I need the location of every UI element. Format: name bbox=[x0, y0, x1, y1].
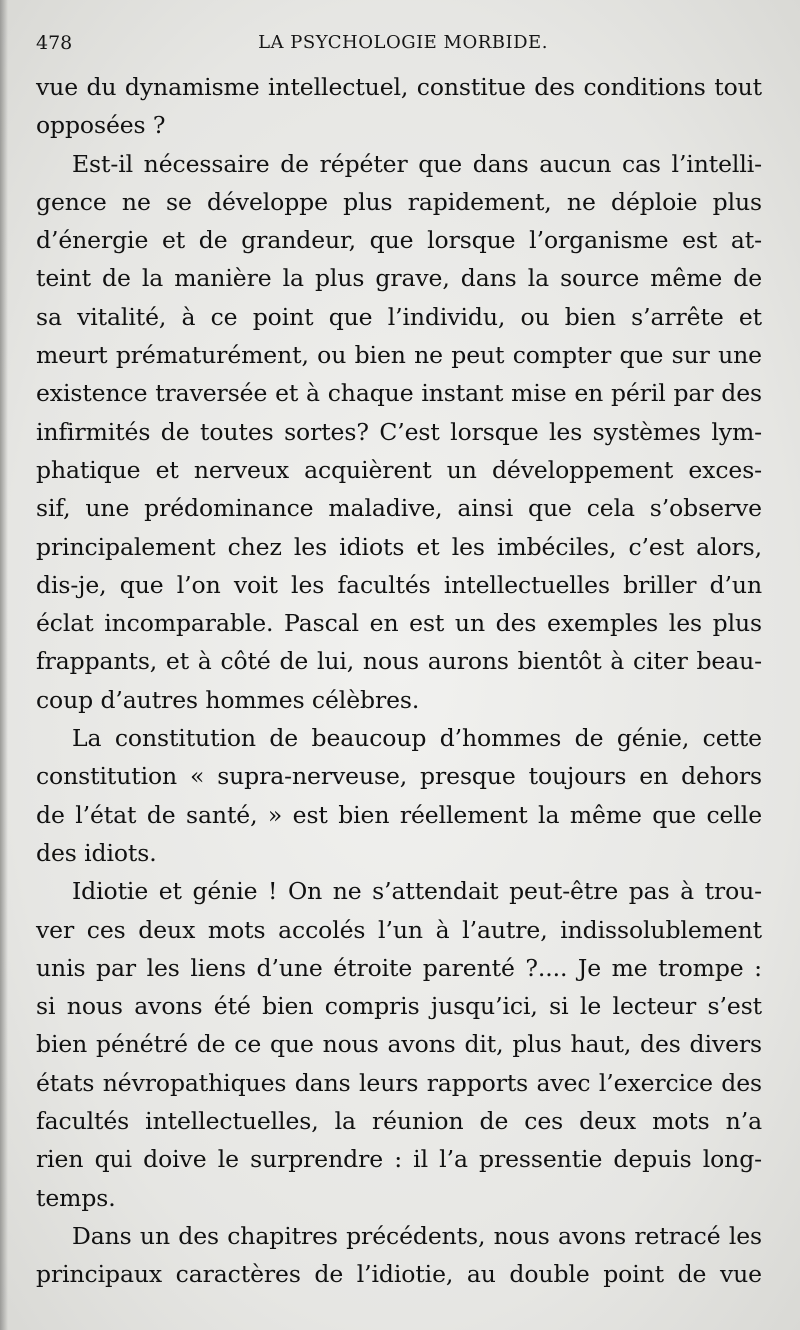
running-head: LA PSYCHOLOGIE MORBIDE. bbox=[258, 32, 548, 53]
text-line: principalement chez les idiots et les imbéciles, c’est alors, bbox=[36, 532, 762, 561]
text-line: principaux caractères de l’idiotie, au double point de vue bbox=[36, 1260, 762, 1289]
text-line: dis-je, que l’on voit les facultés intellectuelles briller d’un bbox=[36, 570, 762, 599]
text-line: temps. bbox=[36, 1183, 116, 1212]
text-line: de l’état de santé, » est bien réellement la même que celle bbox=[36, 800, 762, 829]
page-gutter-shadow bbox=[0, 0, 8, 1330]
text-line: vue du dynamisme intellectuel, constitue des conditions tout bbox=[36, 73, 762, 101]
text-line: d’énergie et de grandeur, que lorsque l’organisme est at- bbox=[36, 226, 762, 255]
text-line: frappants, et à côté de lui, nous aurons bientôt à citer beau- bbox=[36, 647, 762, 676]
text-line: sif, une prédominance maladive, ainsi que cela s’observe bbox=[36, 494, 762, 523]
text-line: états névropathiques dans leurs rapports avec l’exercice des bbox=[36, 1068, 762, 1097]
text-line: Dans un des chapitres précédents, nous avons retracé les bbox=[72, 1221, 762, 1250]
text-line: des idiots. bbox=[36, 838, 157, 867]
text-line: gence ne se développe plus rapidement, ne déploie plus bbox=[36, 187, 762, 216]
text-line: meurt prématurément, ou bien ne peut compter que sur une bbox=[36, 341, 762, 370]
page-header bbox=[36, 28, 770, 64]
text-line: La constitution de beaucoup d’hommes de génie, cette bbox=[72, 724, 762, 753]
text-line: opposées ? bbox=[36, 111, 166, 140]
text-line: bien pénétré de ce que nous avons dit, plus haut, des divers bbox=[36, 1030, 762, 1059]
text-line: unis par les liens d’une étroite parenté ?.... Je me trompe : bbox=[36, 953, 762, 982]
text-line: Est-il nécessaire de répéter que dans aucun cas l’intelli- bbox=[72, 149, 762, 178]
text-line: infirmités de toutes sortes? C’est lorsque les systèmes lym- bbox=[36, 417, 762, 446]
text-line: ver ces deux mots accolés l’un à l’autre, indissolublement bbox=[36, 915, 762, 944]
text-line: facultés intellectuelles, la réunion de ces deux mots n’a bbox=[36, 1107, 762, 1136]
body-text bbox=[36, 68, 762, 1294]
text-line: éclat incomparable. Pascal en est un des exemples les plus bbox=[36, 609, 762, 638]
text-line: existence traversée et à chaque instant mise en péril par des bbox=[36, 379, 762, 408]
text-line: rien qui doive le surprendre : il l’a pressentie depuis long- bbox=[36, 1145, 762, 1174]
text-line: constitution « supra-nerveuse, presque toujours en dehors bbox=[36, 762, 762, 791]
text-line: coup d’autres hommes célèbres. bbox=[36, 685, 420, 714]
page-number: 478 bbox=[36, 32, 73, 54]
text-line: Idiotie et génie ! On ne s’attendait peut-être pas à trou- bbox=[72, 877, 762, 906]
text-line: teint de la manière la plus grave, dans la source même de bbox=[36, 264, 762, 293]
text-line: si nous avons été bien compris jusqu’ici, si le lecteur s’est bbox=[36, 992, 762, 1021]
text-line: phatique et nerveux acquièrent un développement exces- bbox=[36, 455, 762, 484]
text-line: sa vitalité, à ce point que l’individu, ou bien s’arrête et bbox=[36, 302, 762, 331]
